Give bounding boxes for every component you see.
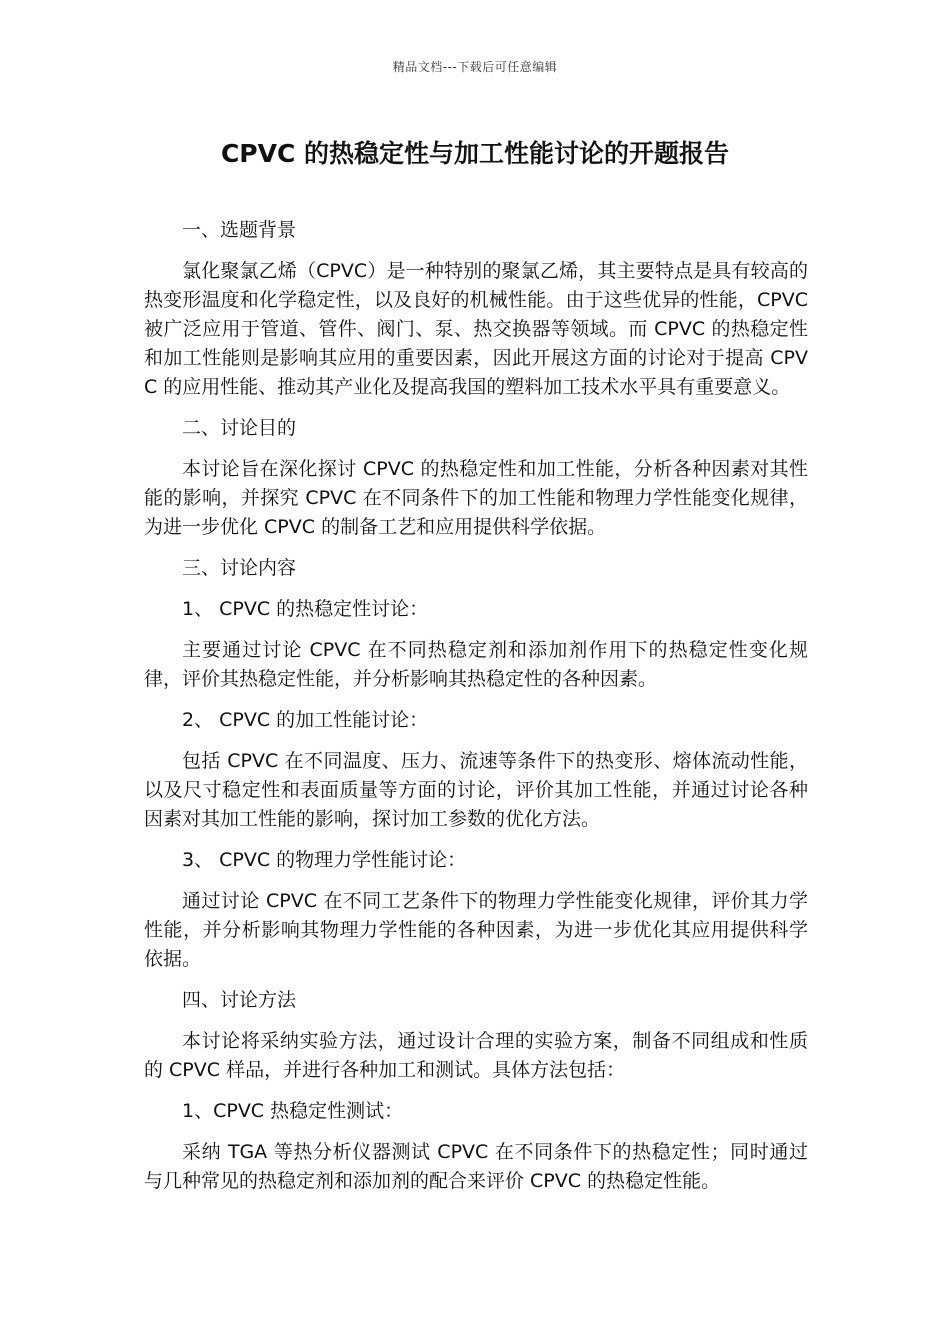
paragraph-processing: 包括 CPVC 在不同温度、压力、流速等条件下的热变形、熔体流动性能，以及尺寸稳定性和表面质量等方面的讨论，评价其加工性能，并通过讨论各种因素对其加工性能的影响，探讨加工参数的优化方法。 — [144, 750, 808, 830]
paragraph-thermal-stability: 主要通过讨论 CPVC 在不同热稳定剂和添加剂作用下的热稳定性变化规律，评价其热稳定性能，并分析影响其热稳定性的各种因素。 — [144, 639, 808, 690]
paragraph-methods: 本讨论将采纳实验方法，通过设计合理的实验方案，制备不同组成和性质的 CPVC 样品，并进行各种加工和测试。具体方法包括： — [144, 1030, 808, 1081]
section-heading-content: 三、讨论内容 — [182, 557, 297, 579]
document-body — [144, 216, 808, 1208]
subheading-processing: 2、 CPVC 的加工性能讨论： — [182, 709, 429, 731]
section-heading-background: 一、选题背景 — [182, 219, 297, 241]
page-header: 精品文档---下载后可任意编辑 — [392, 60, 558, 74]
subheading-mechanical: 3、 CPVC 的物理力学性能讨论： — [182, 849, 467, 871]
section-heading-methods: 四、讨论方法 — [182, 989, 297, 1011]
paragraph-mechanical: 通过讨论 CPVC 在不同工艺条件下的物理力学性能变化规律，评价其力学性能，并分析影响其物理力学性能的各种因素，为进一步优化其应用提供科学依据。 — [144, 890, 808, 970]
subheading-thermal-stability: 1、 CPVC 的热稳定性讨论： — [182, 598, 429, 620]
document-title: CPVC 的热稳定性与加工性能讨论的开题报告 — [220, 139, 730, 168]
paragraph-thermal-test: 采纳 TGA 等热分析仪器测试 CPVC 在不同条件下的热稳定性；同时通过与几种常见的热稳定剂和添加剂的配合来评价 CPVC 的热稳定性能。 — [144, 1141, 808, 1192]
section-heading-purpose: 二、讨论目的 — [182, 417, 297, 439]
paragraph-background: 氯化聚氯乙烯（CPVC）是一种特别的聚氯乙烯，其主要特点是具有较高的热变形温度和化学稳定性，以及良好的机械性能。由于这些优异的性能，CPVC 被广泛应用于管道、管件、阀门、泵、热交换器等领域。而 CPVC 的热稳定性和加工性能则是影响其应用的重要因素，因此开展这方面的讨论对于提高 CPVC 的应用性能、推动其产业化及提高我国的塑料加工技术水平具有重要意义。 — [144, 260, 808, 398]
paragraph-purpose: 本讨论旨在深化探讨 CPVC 的热稳定性和加工性能，分析各种因素对其性能的影响，并探究 CPVC 在不同条件下的加工性能和物理力学性能变化规律，为进一步优化 CPVC 的制备工艺和应用提供科学依据。 — [144, 458, 808, 538]
subheading-thermal-test: 1、CPVC 热稳定性测试： — [182, 1100, 404, 1122]
